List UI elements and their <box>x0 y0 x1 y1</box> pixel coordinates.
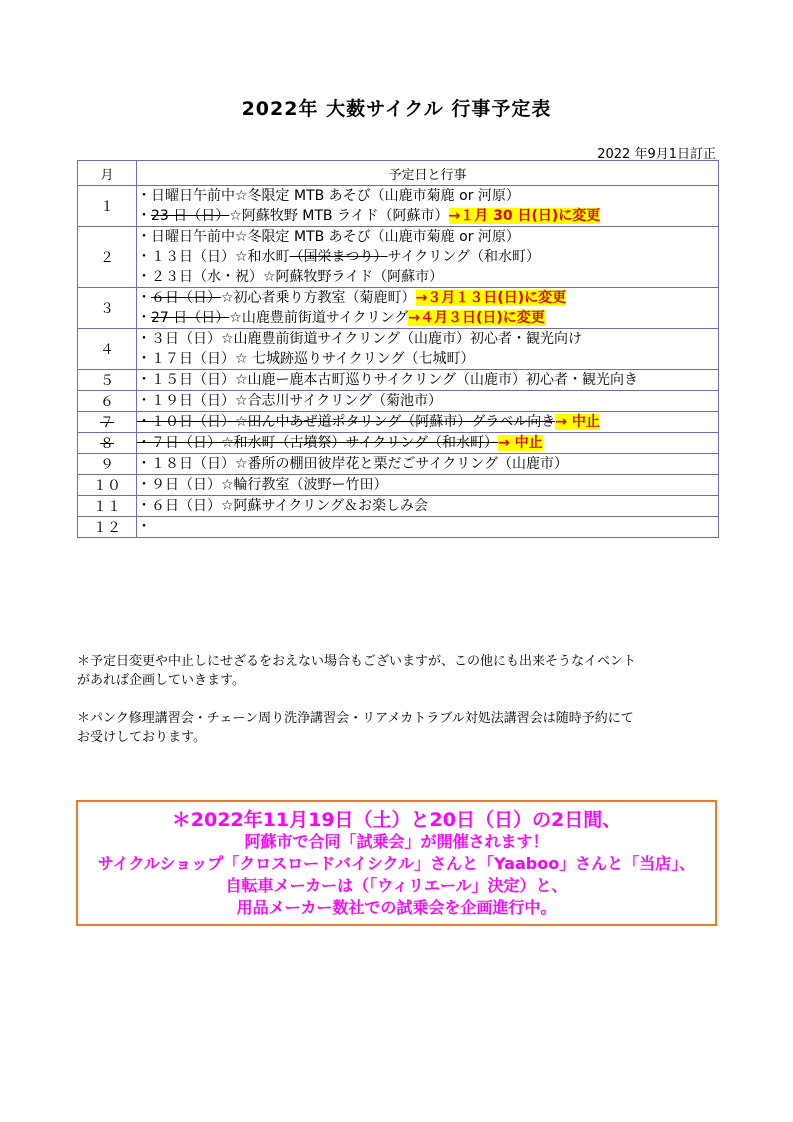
event-text: ・９日（日）☆輪行教室（波野ー竹田） <box>137 477 388 493</box>
event-text: サイクリング（和水町） <box>387 249 541 265</box>
event-line <box>137 288 718 308</box>
note-line: ＊パンク修理講習会・チェーン周り洗浄講習会・リアメカトラブル対処法講習会は随時予約にて <box>77 711 634 726</box>
event-cell <box>137 496 719 517</box>
event-cell <box>137 454 719 475</box>
change-notice: → 中止 <box>555 414 600 430</box>
note-line: ＊予定日変更や中止しにせざるをおえない場合もございますが、この他にも出来そうなイベント <box>77 654 637 669</box>
event-line <box>137 412 718 432</box>
month-cell: ７ <box>78 412 137 433</box>
event-line <box>137 349 718 369</box>
table-row <box>78 329 719 370</box>
event-line <box>137 329 718 349</box>
event-text: ☆初心者乗り方教室（菊鹿町） <box>221 290 416 306</box>
event-text: ・６日（日）☆阿蘇サイクリング＆お楽しみ会 <box>137 498 429 514</box>
event-cell <box>137 186 719 227</box>
month-cell: ４ <box>78 329 137 370</box>
event-line <box>137 206 718 226</box>
table-header-row <box>78 161 719 186</box>
event-line <box>137 391 718 411</box>
month-cell: ５ <box>78 370 137 391</box>
table-row <box>78 412 719 433</box>
month-cell: １ <box>78 186 137 227</box>
header-month: 月 <box>78 161 137 186</box>
event-text: ・１９日（日）☆合志川サイクリング（菊池市） <box>137 393 443 409</box>
note-line: お受けしております。 <box>77 730 206 745</box>
month-cell: ８ <box>78 433 137 454</box>
event-text: ・１３日（日）☆和水町 <box>137 249 290 265</box>
table-row <box>78 288 719 329</box>
month-cell: ２ <box>78 227 137 288</box>
event-text: ・ <box>137 519 151 535</box>
event-text: ☆阿蘇牧野 MTB ライド（阿蘇市） <box>229 208 449 224</box>
page-title: 2022年 大薮サイクル 行事予定表 <box>241 98 552 120</box>
change-notice: →１月 30 日(日)に変更 <box>448 208 601 224</box>
announcement-box <box>76 800 717 926</box>
announcement-line: サイクルショップ「クロスロードバイシクル」さんと「Yaaboo」さんと「当店」、 <box>97 854 696 873</box>
event-line <box>137 517 718 537</box>
event-text: ・ <box>137 208 151 224</box>
schedule-body <box>78 186 719 538</box>
note-workshops <box>77 709 727 747</box>
table-row <box>78 186 719 227</box>
event-text: ・２３日（水・祝）☆阿蘇牧野ライド（阿蘇市） <box>137 269 444 285</box>
month-cell: ６ <box>78 391 137 412</box>
event-text: ・１５日（日）☆山鹿ー鹿本古町巡りサイクリング（山鹿市）初心者・観光向き <box>137 372 639 388</box>
table-row <box>78 391 719 412</box>
event-line <box>137 186 718 206</box>
table-row <box>78 496 719 517</box>
note-date-change <box>77 652 727 690</box>
event-line <box>137 247 718 267</box>
month-cell: １２ <box>78 517 137 538</box>
table-row <box>78 370 719 391</box>
event-text: ・日曜日午前中☆冬限定 MTB あそび（山鹿市菊鹿 or 河原） <box>137 188 520 204</box>
event-cell <box>137 412 719 433</box>
event-line <box>137 433 718 453</box>
event-line <box>137 267 718 287</box>
header-events: 予定日と行事 <box>137 161 719 186</box>
event-text: ・１８日（日）☆番所の棚田彼岸花と栗だごサイクリング（山鹿市） <box>137 456 569 472</box>
event-text: ・ <box>137 290 151 306</box>
month-cell: ９ <box>78 454 137 475</box>
table-row <box>78 227 719 288</box>
event-text: ☆山鹿豊前街道サイクリング <box>229 310 409 326</box>
struck-text: ６日（日） <box>151 290 221 306</box>
event-text: ・日曜日午前中☆冬限定 MTB あそび（山鹿市菊鹿 or 河原） <box>137 229 520 245</box>
month-cell: １１ <box>78 496 137 517</box>
announcement-line: ＊2022年11月19日（土）と20日（日）の2日間、 <box>171 809 622 831</box>
event-cell <box>137 433 719 454</box>
revision-date: 2022 年9月1日訂正 <box>597 147 716 162</box>
table-row <box>78 517 719 538</box>
change-notice: → 中止 <box>498 435 543 451</box>
table-row <box>78 475 719 496</box>
event-cell <box>137 329 719 370</box>
event-cell <box>137 288 719 329</box>
event-line <box>137 370 718 390</box>
event-line <box>137 227 718 247</box>
struck-text: （国栄まつり） <box>289 249 388 265</box>
struck-text: 23 日（日） <box>151 208 230 224</box>
month-cell: １０ <box>78 475 137 496</box>
change-notice: →３月１３日(日)に変更 <box>415 290 567 306</box>
announcement-line: 自転車メーカーは（「ウィリエール」決定）と、 <box>225 876 568 895</box>
event-line <box>137 475 718 495</box>
announcement-line: 阿蘇市で合同「試乗会」が開催されます！ <box>244 832 549 851</box>
event-line <box>137 496 718 516</box>
event-cell <box>137 517 719 538</box>
event-line <box>137 308 718 328</box>
event-cell <box>137 227 719 288</box>
note-line: があれば企画していきます。 <box>77 673 245 688</box>
struck-text: 27 日（日） <box>151 310 230 326</box>
event-text: ・１７日（日）☆ 七城跡巡りサイクリング（七城町） <box>137 351 475 367</box>
event-cell <box>137 475 719 496</box>
struck-text: ・１０日（日）☆田ん中あぜ道ポタリング（阿蘇市）グラベル向き <box>137 414 556 430</box>
change-notice: →４月３日(日)に変更 <box>408 310 545 326</box>
schedule-table <box>77 160 719 538</box>
month-cell: ３ <box>78 288 137 329</box>
event-text: ・３日（日）☆山鹿豊前街道サイクリング（山鹿市）初心者・観光向け <box>137 331 583 347</box>
event-cell <box>137 391 719 412</box>
event-cell <box>137 370 719 391</box>
table-row <box>78 454 719 475</box>
table-row <box>78 433 719 454</box>
struck-text: ・７日（日）☆和水町（古墳祭）サイクリング（和水町） <box>137 435 499 451</box>
event-line <box>137 454 718 474</box>
event-text: ・ <box>137 310 151 326</box>
announcement-line: 用品メーカー数社での試乗会を企画進行中。 <box>236 898 557 917</box>
